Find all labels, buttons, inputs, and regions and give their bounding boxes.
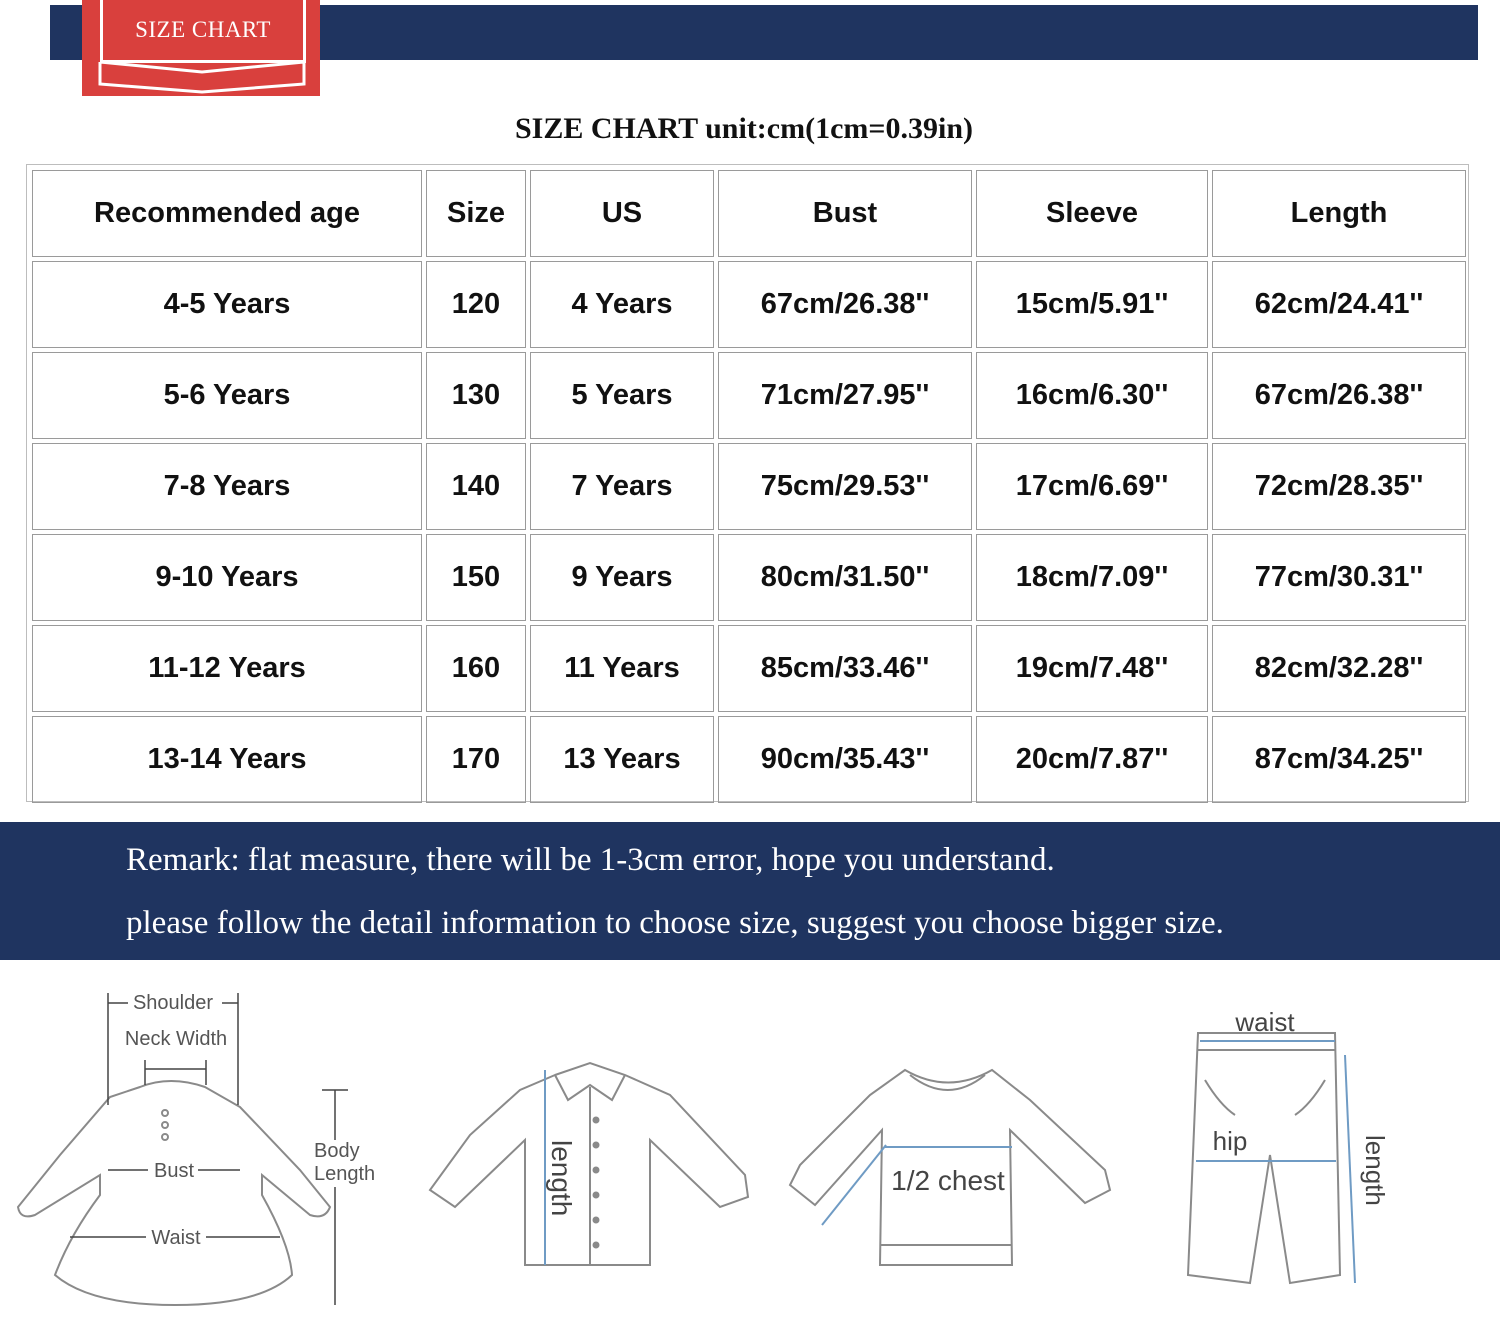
table-cell: 5-6 Years xyxy=(32,352,422,439)
table-cell: 75cm/29.53'' xyxy=(718,443,972,530)
dress-waist-label: Waist xyxy=(151,1227,201,1249)
pants-hip-label: hip xyxy=(1212,1126,1248,1156)
pants-diagram xyxy=(1188,1033,1340,1283)
table-cell: 16cm/6.30'' xyxy=(976,352,1208,439)
table-cell: 170 xyxy=(426,716,526,803)
size-table xyxy=(28,166,1470,807)
table-cell: 90cm/35.43'' xyxy=(718,716,972,803)
size-chart-badge-label: SIZE CHART xyxy=(100,0,306,63)
pants-waist-label: waist xyxy=(1235,1007,1295,1037)
dress-body-length-label-2: Length xyxy=(314,1163,376,1185)
measurement-diagrams xyxy=(0,975,1500,1315)
table-cell: 4-5 Years xyxy=(32,261,422,348)
table-cell: 17cm/6.69'' xyxy=(976,443,1208,530)
table-cell: 9-10 Years xyxy=(32,534,422,621)
table-cell: 13 Years xyxy=(530,716,714,803)
table-cell: 85cm/33.46'' xyxy=(718,625,972,712)
shirt-diagram xyxy=(430,1063,748,1265)
column-header: Bust xyxy=(718,170,972,257)
dress-neck-width-label: Neck Width xyxy=(124,1028,228,1050)
table-header-row xyxy=(32,170,1466,257)
table-cell: 120 xyxy=(426,261,526,348)
table-cell: 140 xyxy=(426,443,526,530)
dress-body-length-label-1: Body xyxy=(314,1140,360,1162)
table-cell: 5 Years xyxy=(530,352,714,439)
column-header: Sleeve xyxy=(976,170,1208,257)
table-cell: 150 xyxy=(426,534,526,621)
column-header: US xyxy=(530,170,714,257)
badge-ribbon-fold xyxy=(82,62,320,98)
table-cell: 20cm/7.87'' xyxy=(976,716,1208,803)
remark-line-1: Remark: flat measure, there will be 1-3cm error, hope you understand. xyxy=(126,842,1055,878)
table-cell: 82cm/32.28'' xyxy=(1212,625,1466,712)
table-cell: 62cm/24.41'' xyxy=(1212,261,1466,348)
table-row xyxy=(32,534,1466,621)
table-cell: 130 xyxy=(426,352,526,439)
chart-title: SIZE CHART unit:cm(1cm=0.39in) xyxy=(514,112,973,145)
table-cell: 4 Years xyxy=(530,261,714,348)
table-row xyxy=(32,443,1466,530)
remark-line-2: please follow the detail information to choose size, suggest you choose bigger size. xyxy=(126,905,1224,941)
remark-band xyxy=(0,822,1500,960)
table-cell: 77cm/30.31'' xyxy=(1212,534,1466,621)
column-header: Length xyxy=(1212,170,1466,257)
column-header: Recommended age xyxy=(32,170,422,257)
table-cell: 71cm/27.95'' xyxy=(718,352,972,439)
table-cell: 9 Years xyxy=(530,534,714,621)
dress-shoulder-label: Shoulder xyxy=(132,992,214,1014)
table-cell: 15cm/5.91'' xyxy=(976,261,1208,348)
shirt-length-label: length xyxy=(546,1140,577,1217)
table-cell: 7 Years xyxy=(530,443,714,530)
table-row xyxy=(32,716,1466,803)
table-cell: 67cm/26.38'' xyxy=(1212,352,1466,439)
column-header: Size xyxy=(426,170,526,257)
table-cell: 160 xyxy=(426,625,526,712)
table-cell: 7-8 Years xyxy=(32,443,422,530)
table-row xyxy=(32,352,1466,439)
table-cell: 80cm/31.50'' xyxy=(718,534,972,621)
table-cell: 11 Years xyxy=(530,625,714,712)
table-body xyxy=(32,261,1466,803)
table-cell: 13-14 Years xyxy=(32,716,422,803)
table-cell: 87cm/34.25'' xyxy=(1212,716,1466,803)
pants-length-arrow xyxy=(1345,1055,1355,1283)
table-row xyxy=(32,261,1466,348)
dress-bust-label: Bust xyxy=(153,1160,195,1182)
table-cell: 67cm/26.38'' xyxy=(718,261,972,348)
table-cell: 72cm/28.35'' xyxy=(1212,443,1466,530)
table-cell: 19cm/7.48'' xyxy=(976,625,1208,712)
sweater-half-chest-label: 1/2 chest xyxy=(891,1165,1005,1196)
table-cell: 11-12 Years xyxy=(32,625,422,712)
table-cell: 18cm/7.09'' xyxy=(976,534,1208,621)
table-row xyxy=(32,625,1466,712)
pants-length-label: length xyxy=(1360,1135,1390,1206)
